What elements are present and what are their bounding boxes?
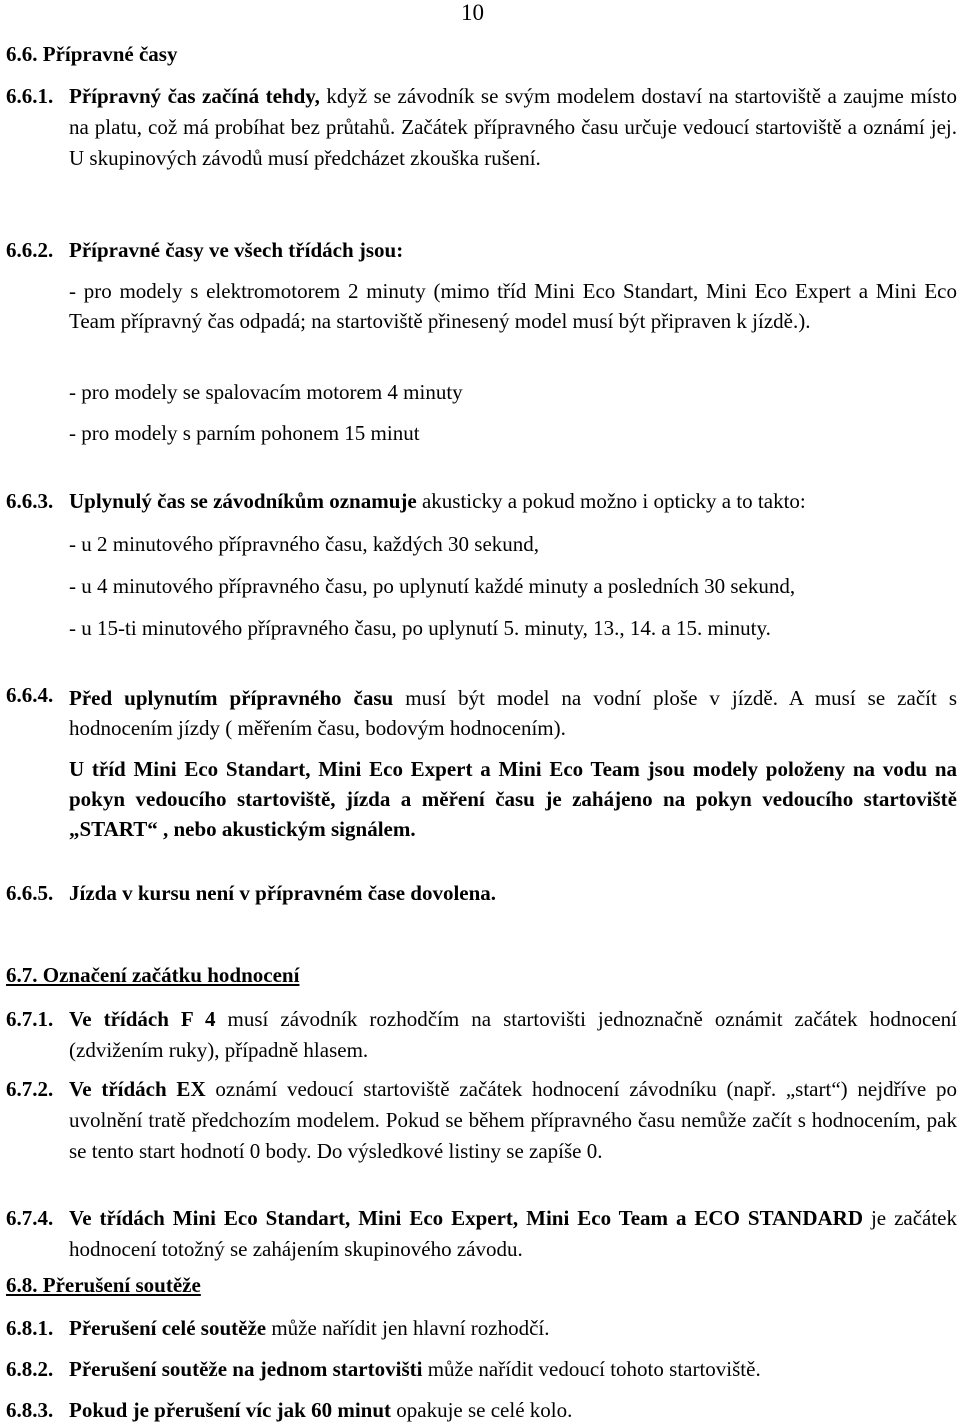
para-6-8-2-text: může nařídit vedoucí tohoto startoviště.	[422, 1357, 761, 1381]
para-6-8-1-text: může nařídit jen hlavní rozhodčí.	[266, 1316, 550, 1340]
para-number-6-6-1: 6.6.1.	[6, 84, 54, 108]
para-number-6-6-4: 6.6.4.	[6, 683, 54, 707]
para-6-6-3	[69, 489, 806, 514]
para-6-6-1-text: když se závodník se svým modelem dostaví na startoviště a zaujme místo na platu, což má probíhat bez průtahů. Začátek přípravného času určuje vedoucí startoviště a oznámí jej. U skupinových závodů musí předcházet zkouška rušení.	[69, 84, 957, 170]
para-6-7-4-bold: Ve třídách Mini Eco Standart, Mini Eco Expert, Mini Eco Team a ECO STANDARD	[69, 1206, 864, 1230]
para-6-7-1-text: musí závodník rozhodčím na startovišti jednoznačně oznámit začátek hodnocení (zdvižením ruky), případně hlasem.	[69, 1007, 957, 1062]
page-number: 10	[461, 0, 484, 25]
para-6-8-1	[69, 1316, 550, 1341]
para-6-6-1	[69, 81, 957, 174]
para-6-6-3-item-1: - u 2 minutového přípravného času, každých 30 sekund,	[69, 532, 540, 556]
para-6-8-3	[69, 1398, 572, 1423]
para-6-7-1	[69, 1004, 957, 1066]
para-6-6-4-text: musí být model na vodní ploše v jízdě. A musí se začít s hodnocením jízdy ( měřením času, bodovým hodnocením).	[69, 686, 957, 740]
para-6-6-4-bold: Před uplynutím přípravného času	[69, 686, 394, 710]
para-number-6-7-1: 6.7.1.	[6, 1007, 54, 1031]
para-number-6-8-3: 6.8.3.	[6, 1398, 54, 1422]
para-6-7-2	[69, 1074, 957, 1167]
para-6-8-3-bold: Pokud je přerušení víc jak 60 minut	[69, 1398, 392, 1422]
para-number-6-6-5: 6.6.5.	[6, 881, 54, 905]
section-heading-6-8	[6, 1273, 201, 1298]
para-6-7-4-text: je začátek hodnocení totožný se zahájením skupinového závodu.	[69, 1206, 958, 1261]
para-6-6-1-bold: Přípravný čas začíná tehdy,	[69, 84, 320, 108]
para-number-6-7-4: 6.7.4.	[6, 1206, 54, 1230]
para-6-6-4-bold-paragraph: U tříd Mini Eco Standart, Mini Eco Expert a Mini Eco Team jsou modely položeny na vodu na pokyn vedoucího startoviště, jízda a měření času je zahájeno na pokyn vedoucího startoviště „START“ , nebo akustickým signálem.	[69, 757, 957, 841]
para-6-6-2-bold: Přípravné časy ve všech třídách jsou:	[69, 238, 404, 262]
section-heading-6-6: 6.6. Přípravné časy	[6, 42, 178, 66]
para-6-6-2-item-3: - pro modely s parním pohonem 15 minut	[69, 421, 420, 445]
section-heading-6-7: 6.7. Označení začátku hodnocení	[6, 963, 300, 987]
para-number-6-6-3: 6.6.3.	[6, 489, 54, 513]
para-number-6-8-1: 6.8.1.	[6, 1316, 54, 1340]
para-6-6-3-item-2: - u 4 minutového přípravného času, po uplynutí každé minuty a posledních 30 sekund,	[69, 574, 796, 598]
para-number-6-7-2: 6.7.2.	[6, 1077, 54, 1101]
para-6-6-3-text: akusticky a pokud možno i opticky a to takto:	[416, 489, 806, 513]
para-6-8-2-bold: Přerušení soutěže na jednom startovišti	[69, 1357, 423, 1381]
para-number-6-6-2: 6.6.2.	[6, 238, 54, 262]
para-6-8-3-text: opakuje se celé kolo.	[391, 1398, 573, 1422]
para-6-8-1-bold: Přerušení celé soutěže	[69, 1316, 267, 1340]
para-6-7-1-bold: Ve třídách F 4	[69, 1007, 216, 1031]
para-6-6-3-item-3: - u 15-ti minutového přípravného času, po uplynutí 5. minuty, 13., 14. a 15. minuty.	[69, 616, 771, 640]
para-6-7-2-text: oznámí vedoucí startoviště začátek hodnocení závodníku (např. „start“) nejdříve po uvolnění tratě předchozím modelem. Pokud se během přípravného času nemůže začít s hodnocením, pak se tento start hodnotí 0 body. Do výsledkové listiny se zapíše 0.	[69, 1077, 957, 1163]
para-6-6-3-bold: Uplynulý čas se závodníkům oznamuje	[69, 489, 417, 513]
para-6-7-4	[69, 1203, 957, 1265]
para-6-8-2	[69, 1357, 761, 1382]
para-6-6-4	[69, 683, 957, 743]
para-6-6-2-item-2: - pro modely se spalovacím motorem 4 minuty	[69, 380, 463, 404]
para-number-6-8-2: 6.8.2.	[6, 1357, 54, 1381]
section-heading-6-8-text: 6.8. Přerušení soutěže	[6, 1273, 201, 1297]
para-6-7-2-bold: Ve třídách EX	[69, 1077, 206, 1101]
para-6-6-5-bold: Jízda v kursu není v přípravném čase dovolena.	[69, 881, 497, 905]
para-6-6-2-item-1: - pro modely s elektromotorem 2 minuty (mimo tříd Mini Eco Standart, Mini Eco Expert a Mini Eco Team přípravný čas odpadá; na startoviště přinesený model musí být připraven k jízdě.).	[69, 279, 957, 333]
